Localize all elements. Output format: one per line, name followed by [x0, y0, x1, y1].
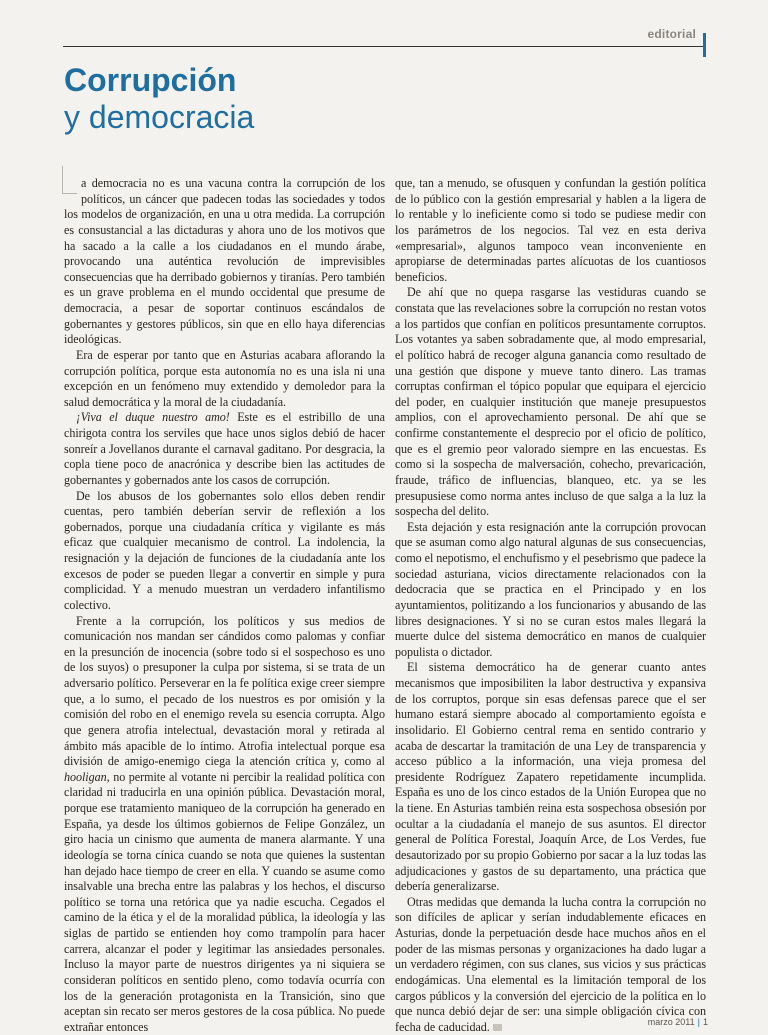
paragraph: ¡Viva el duque nuestro amo! Este es el estribillo de una chirigota contra los serviles que hace unos siglos debió de hacer sonreír a Jovellanos durante el carnaval gaditano. Por desgracia, la copla tiene poco de anacrónica y describe bien las actitudes de gobernantes y gobernados ante los casos de corrupción.	[64, 410, 385, 488]
page-title: Corrupción	[64, 62, 236, 98]
paragraph: Era de esperar por tanto que en Asturias acabara aflorando la corrupción política, porque esta autonomía no es una isla ni una excepción en un fenómeno muy extendido y demoledor para la salud democrática y la moral de la ciudadanía.	[64, 348, 385, 411]
paragraph: Esta dejación y esta resignación ante la corrupción provocan que se asuman como algo natural algunas de sus consecuencias, como el nepotismo, el enchufismo y el pesebrismo que padece la sociedad asturiana, vicios directamente relacionados con la dedocracia que se practica en el Principado y en los ayuntamientos, politizando a los funcionarios y abusando de las libres designaciones. Y si no se curan estos males llegará la muerte dulce del sistema democrático en manos de cualquier populista o dictador.	[395, 520, 706, 661]
page-footer	[648, 1017, 708, 1027]
italic-term: hooligan	[64, 770, 107, 784]
dropcap-l-mark	[62, 166, 77, 194]
paragraph: a democracia no es una vacuna contra la corrupción de los políticos, un cáncer que padecen todas las sociedades y todos los modelos de organización, en una u otra medida. La corrupción es consustancial a las dictaduras y ahora uno de los motivos que ha sacado a la calle a los ciudadanos en el mundo árabe, provocando una auténtica revolución de imprevisibles consecuencias que ha derribado gobiernos y tiranías. Pero también es un grave problema en el mundo occidental que presume de democracia, a pesar de soportar continuos escándalos de gobernantes y gestores públicos, sin que en ello haya diferencias ideológicas.	[64, 176, 385, 348]
end-of-article-icon	[493, 1024, 502, 1031]
article-column-right	[395, 176, 706, 1035]
page-number: 1	[703, 1017, 708, 1027]
section-label: editorial	[648, 27, 696, 41]
paragraph: que, tan a menudo, se ofusquen y confundan la gestión política de lo público con la gestión empresarial y hablen a la ligera de lo rentable y lo ineficiente como si todo se pudiese medir con los parámetros de los negocios. Tal vez en esta deriva «empresarial», algunos tampoco vean inconveniente en apropiarse de determinadas partes alícuotas de los cuantiosos beneficios.	[395, 176, 706, 285]
page-subtitle: y democracia	[64, 99, 254, 135]
paragraph: Otras medidas que demanda la lucha contra la corrupción no son difíciles de aplicar y serían indudablemente eficaces en Asturias, donde la perpetuación desde hace muchos años en el poder de las mismas personas y organizaciones ha dado lugar a un verdadero régimen, con sus clanes, sus vicios y sus prácticas endogámicas. Una elemental es la limitación temporal de los cargos públicos y la conversión del ejercicio de la política en lo que nunca debió dejar de ser: una simple obligación cívica con fecha de caducidad.	[395, 895, 706, 1035]
footer-separator: |	[698, 1017, 700, 1027]
paragraph: De los abusos de los gobernantes solo ellos deben rendir cuentas, pero también deberían servir de reflexión a los gobernados, porque una ciudadanía crítica y vigilante es más eficaz que cualquier mecanismo de control. La indolencia, la resignación y la dejación de funciones de la ciudadanía ante los excesos de poder se pueden llegar a convertir en simple y pura complicidad. Y a menudo muestran un verdadero infantilismo colectivo.	[64, 489, 385, 614]
header-rule	[63, 46, 704, 47]
italic-quote: ¡Viva el duque nuestro amo!	[76, 410, 230, 424]
section-accent-bar	[703, 33, 706, 57]
footer-date: marzo 2011	[648, 1017, 695, 1027]
paragraph: El sistema democrático ha de generar cuanto antes mecanismos que imposibiliten la labor destructiva y expansiva de los corruptos, porque sin esas defensas parece que el ser humano estará siempre abocado al comportamiento egoísta e insolidario. El Gobierno central rema en sentido contrario y acaba de descartar la tramitación de una Ley de transparencia y acceso público a la información, una vieja promesa del presidente Rodríguez Zapatero repetidamente incumplida. España es uno de los cinco estados de la Unión Europea que no la tiene. En Asturias también reina esta sospechosa obsesión por ocultar a la ciudadanía el manejo de sus asuntos. El director general de Política Forestal, Joaquín Arce, de Los Verdes, fue desautorizado por su propio Gobierno por sacar a la luz todas las adjudicaciones y gastos de su departamento, una práctica que debería generalizarse.	[395, 660, 706, 894]
paragraph: Frente a la corrupción, los políticos y sus medios de comunicación nos mandan ser cándidos como palomas y confiar en la presunción de inocencia (sobre todo si el sospechoso es uno de los suyos) o presuponer la culpa por sistema, si se trata de un adversario político. Perseverar en la fe política exige creer siempre que, a lo sumo, el pecado de los nuestros es por omisión y la comisión del robo en el enemigo revela su esencia corrupta. Algo que genera atrofia intelectual, devastación moral y retirada al ámbito más apacible de lo íntimo. Atrofia intelectual porque esa división de amigo-enemigo ciega la atención crítica y, como al hooligan, no permite al votante ni percibir la realidad política con claridad ni traducirla en una opinión pública. Devastación moral, porque ese tratamiento maniqueo de la corrupción ha generado en España, ya desde los últimos gobiernos de Felipe González, un giro hacia un cinismo que aumenta de manera alarmante. Y una ideología se torna cínica cuando se nota que quienes la sustentan han dejado hace tiempo de creer en ella. Y cuando se asume como insalvable una brecha entre las palabras y los hechos, el discurso político se torna una retórica que ya nadie escucha. Cegados el camino de la ética y el de la moralidad pública, la ideología y las siglas de partido se entienden hoy como trampolín para hacer carrera, alcanzar el poder y legitimar las ansiedades personales. Incluso la mayor parte de nuestros dirigentes ya ni siquiera se consideran políticos en sentido pleno, como todavía ocurría con los de la generación protagonista en la Transición, sino que aceptan sin recato ser meros gestores de la cosa pública. No puede extrañar entonces	[64, 614, 385, 1035]
article-column-left	[64, 176, 385, 1035]
paragraph: De ahí que no quepa rasgarse las vestiduras cuando se constata que las revelaciones sobre la corrupción no restan votos a los partidos que confían en políticos presuntamente corruptos. Los votantes ya saben sobradamente que, al modo empresarial, el político habrá de recoger alguna ganancia como resultado de una gestión que dispone y mueve tanto dinero. Las tramas corruptas confirman el tópico popular que equipara el ejercicio del poder, en cualquier institución que maneje presupuestos amplios, con el aprovechamiento personal. De ahí que se confirme constantemente el desprecio por el oficio de político, que es el gremio peor valorado siempre en las encuestas. Es como si la sospecha de malversación, cohecho, prevaricación, fraude, tráfico de influencias, blanqueo, etc. ya se les presupusiese como norma antes incluso de que salga a la luz la sospecha del delito.	[395, 285, 706, 519]
